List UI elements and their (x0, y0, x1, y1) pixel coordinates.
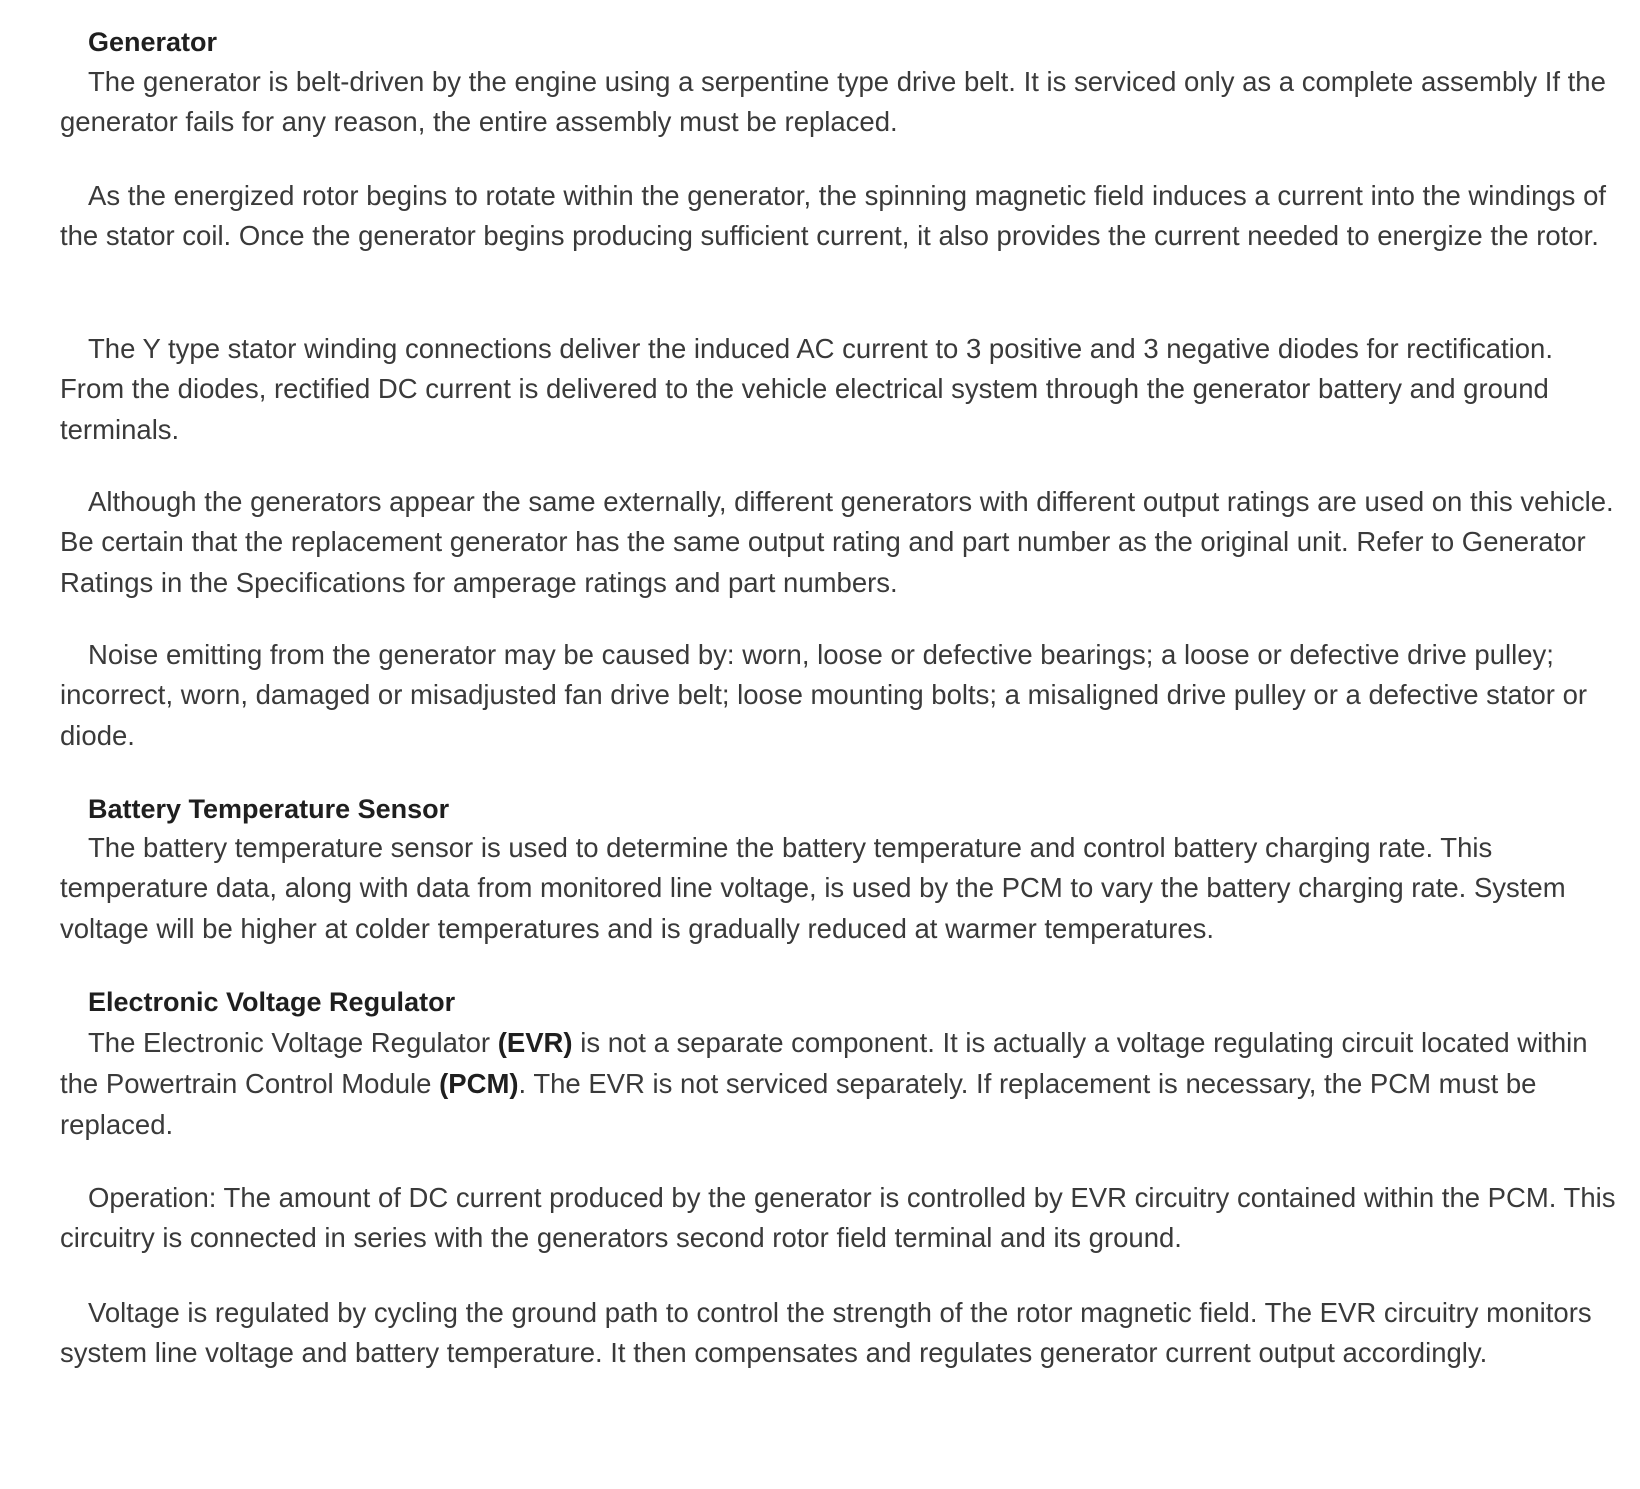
pcm-abbreviation: (PCM) (439, 1068, 519, 1099)
evr-paragraph-2: Operation: The amount of DC current produced by the generator is controlled by EVR circuitry contained within the PCM. This circuitry is connected in series with the generators second rotor field terminal and its ground. (60, 1182, 1616, 1254)
evr-heading: Electronic Voltage Regulator (88, 987, 456, 1017)
generator-heading: Generator (88, 27, 218, 57)
evr-text-2: is not a separate component. It is actually a voltage regulating circuit located within the Powertrain Control Module (60, 1027, 1588, 1099)
evr-text-3: . The EVR is not serviced separately. If replacement is necessary, the PCM must be replaced. (60, 1068, 1537, 1140)
evr-abbreviation: (EVR) (497, 1027, 573, 1058)
generator-paragraph-5: Noise emitting from the generator may be caused by: worn, loose or defective bearings; a loose or defective drive pulley; incorrect, worn, damaged or misadjusted fan drive belt; loose mounting bolts; a misaligned drive pulley or a defective stator or diode. (60, 639, 1588, 751)
generator-paragraph-4: Although the generators appear the same externally, different generators with different output ratings are used on this vehicle. Be certain that the replacement generator has the same output rating and part number as the original unit. Refer to Generator Ratings in the Specifications for amperage ratings and part numbers. (60, 486, 1614, 598)
generator-paragraph-1: The generator is belt-driven by the engine using a serpentine type drive belt. It is serviced only as a complete assembly If the generator fails for any reason, the entire assembly must be replaced. (60, 66, 1606, 138)
evr-paragraph-3: Voltage is regulated by cycling the ground path to control the strength of the rotor magnetic field. The EVR circuitry monitors system line voltage and battery temperature. It then compensates and regulates generator current output accordingly. (60, 1297, 1592, 1369)
generator-paragraph-3: The Y type stator winding connections deliver the induced AC current to 3 positive and 3 negative diodes for rectification. From the diodes, rectified DC current is delivered to the vehicle electrical system through the generator battery and ground terminals. (60, 333, 1553, 445)
battery-sensor-heading: Battery Temperature Sensor (88, 794, 450, 824)
evr-paragraph-1 (60, 1022, 1620, 1145)
generator-paragraph-2: As the energized rotor begins to rotate within the generator, the spinning magnetic field induces a current into the windings of the stator coil. Once the generator begins producing sufficient current, it also provides the current needed to energize the rotor. (60, 180, 1607, 252)
evr-text-1: The Electronic Voltage Regulator (88, 1027, 498, 1058)
battery-sensor-paragraph: The battery temperature sensor is used to determine the battery temperature and control battery charging rate. This temperature data, along with data from monitored line voltage, is used by the PCM to vary the battery charging rate. System voltage will be higher at colder temperatures and is gradually reduced at warmer temperatures. (60, 832, 1566, 944)
